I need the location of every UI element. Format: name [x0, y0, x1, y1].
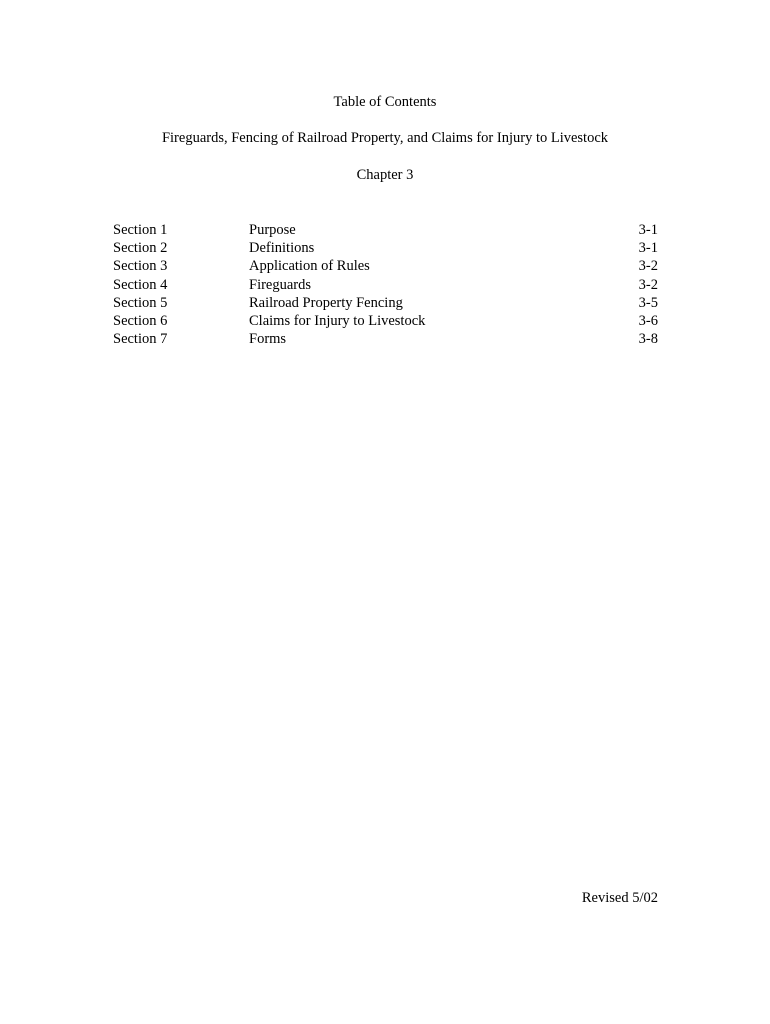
- toc-section-number: Section 6: [113, 312, 168, 329]
- toc-section-number: Section 4: [113, 276, 168, 293]
- toc-section-title: Purpose: [249, 222, 296, 238]
- document-subtitle: Fireguards, Fencing of Railroad Property, and Claims for Injury to Livestock: [161, 130, 609, 146]
- toc-row: [113, 221, 658, 239]
- toc-page-number: 3-1: [638, 222, 658, 238]
- toc-page-number: 3-6: [638, 312, 658, 329]
- toc-page-number: 3-5: [638, 294, 658, 311]
- toc-row: [113, 330, 658, 348]
- toc-row: [113, 312, 658, 330]
- toc-section-number: Section 1: [113, 222, 168, 238]
- toc-section-title: Claims for Injury to Livestock: [249, 312, 426, 329]
- toc-section-number: Section 2: [113, 240, 168, 257]
- revision-note: Revised 5/02: [581, 890, 658, 906]
- toc-page-number: 3-2: [638, 276, 658, 293]
- toc-section-title: Railroad Property Fencing: [249, 294, 403, 311]
- toc-row: [113, 294, 658, 312]
- toc-section-number: Section 7: [113, 331, 168, 348]
- toc-section-title: Application of Rules: [249, 258, 370, 275]
- toc-list: [113, 221, 658, 348]
- toc-section-number: Section 3: [113, 258, 168, 275]
- toc-page-number: 3-8: [638, 331, 658, 348]
- toc-section-number: Section 5: [113, 294, 168, 311]
- toc-page-number: 3-2: [638, 258, 658, 275]
- chapter-label: Chapter 3: [356, 167, 414, 183]
- toc-section-title: Fireguards: [249, 276, 312, 293]
- toc-page-number: 3-1: [638, 240, 658, 257]
- toc-heading: Table of Contents: [333, 94, 437, 110]
- toc-row: [113, 239, 658, 257]
- toc-section-title: Definitions: [249, 240, 315, 257]
- toc-section-title: Forms: [249, 331, 287, 348]
- toc-row: [113, 257, 658, 275]
- toc-row: [113, 276, 658, 294]
